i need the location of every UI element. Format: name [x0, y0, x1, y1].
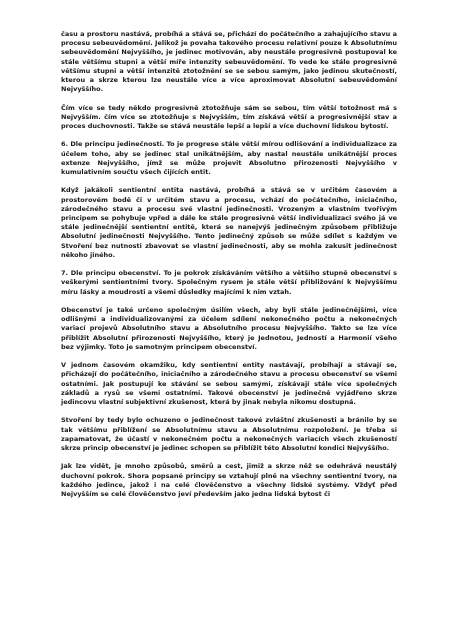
paragraph-3: 6. Dle principu jedinečnosti. To je progrese stále větší mírou odlišování a individualizace za účelem toho, aby se jedinec stal unikátnějším, aby nastal neustále unikátnější proces extenze Nejvyššího, jímž se může projevit Absolutno přirozenosti Nejvyššího v kumulativním součtu všech čijících entit. — [61, 140, 397, 177]
paragraph-5: 7. Dle principu obecenství. To je pokrok získáváním většího a většího stupně obecenství s veškerými sentientními tvory. Společným rysem je stále větší přibližování k Nejvyššímu míru lásky a moudrosti a všemi důsledky majícími k nim vztah. — [61, 269, 397, 296]
document-page — [61, 30, 397, 499]
paragraph-4: Když jakákoli sentientní entita nastává, probíhá a stává se v určitém časovém a prostorovém bodě či v určitém stavu a procesu, vchází do počátečního, iniciačního, zárodečného stavu a procesu své vlastní jedinečnosti. Vrozeným a vlastním tvořivým principem se pohybuje vpřed a dále ke stále progresivně větší individualizaci svého já ve stále jedinečnější sentientní entitě, která se nanejvýš jedinečným způsobem přibližuje Absolutní jedinečnosti Nejvyššího. Tento jedinečný způsob se může sdílet s každým ve Stvoření bez nutnosti zbavovat se vlastní jedinečnosti, aby se mohla zakusit jedinečnost někoho jiného. — [61, 186, 397, 259]
paragraph-8: Stvoření by tedy bylo ochuzeno o jedinečnost takové zvláštní zkušenosti a bránilo by se tak většímu přiblížení se Absolutnímu stavu a Absolutnímu rozpoložení. Je třeba si zapamatovat, že účastí v nekonečném počtu a nekonečných variacích všech zkušeností skrze princip obecenství je jedinec schopen se přiblížit této Absolutní kondici Nejvyššího. — [61, 416, 397, 453]
paragraph-7: V jednom časovém okamžiku, kdy sentientní entity nastávají, probíhají a stávají se, přicházejí do počátečního, iniciačního a zárodečného stavu a procesu obecenství se všemi ostatními. Jak postupují ke stávání se sebou samými, získávají stále více společných základů a rysů se všemi ostatními. Takové obecenství je jedinečně vyjádřeno skrze jedincovu vlastní subjektivní zkušenost, která by jinak nebyla nikomu dostupná. — [61, 361, 397, 407]
paragraph-6: Obecenství je také určeno společným úsilím všech, aby byli stále jedinečnějšími, více odlišnými a individualizovanými za účelem sdílení nekonečného počtu a nekonečných variací projevů Absolutního stavu a Absolutního procesu Nejvyššího. Takto se lze více přiblížit Absolutní přirozenosti Nejvyššího, který je Jednotou, Jedností a Harmonií všeho bez výjimky. Toto je samotným principem obecenství. — [61, 306, 397, 351]
paragraph-2: Čím více se tedy někdo progresivně ztotožňuje sám se sebou, tím větší totožnost má s Nejvyšším. čím více se ztotožňuje s Nejvyšším, tím získává větší a progresivnější stav a proces duchovnosti. Takže se stává neustále lepší a lepší a více duchovní lidskou bytostí. — [61, 103, 397, 131]
paragraph-9: Jak lze vidět, je mnoho způsobů, směrů a cest, jimiž a skrze něž se odehrává neustálý duchovní pokrok. Shora popsané principy se vztahují plně na všechny sentientní tvory, na každého jedince, jakož i na celé člověčenstvo a všechny lidské systémy. Vždyť před Nejvyšším se celé člověčenstvo jeví především jako jedna lidská bytost či — [61, 462, 397, 499]
paragraph-1: času a prostoru nastává, probíhá a stává se, přichází do počátečního a zahajujícího stavu a procesu sebeuvědomění. Jelikož je povaha takového procesu relativní pouze k Absolutnímu sebeuvědomění Nejvyššího, je jedinec motivován, aby neustále progresivně postupoval ke stále většímu stupni a větší míře intenzity sebeuvědomění. To vede ke stále progresivně většímu stupni a větší intenzitě ztotožnění se se sebou samým, jako jedinou skutečností, kterou a skrze kterou lze neustále více a více aproximovat Absolutní sebeuvědomění Nejvyššího. — [61, 30, 397, 94]
